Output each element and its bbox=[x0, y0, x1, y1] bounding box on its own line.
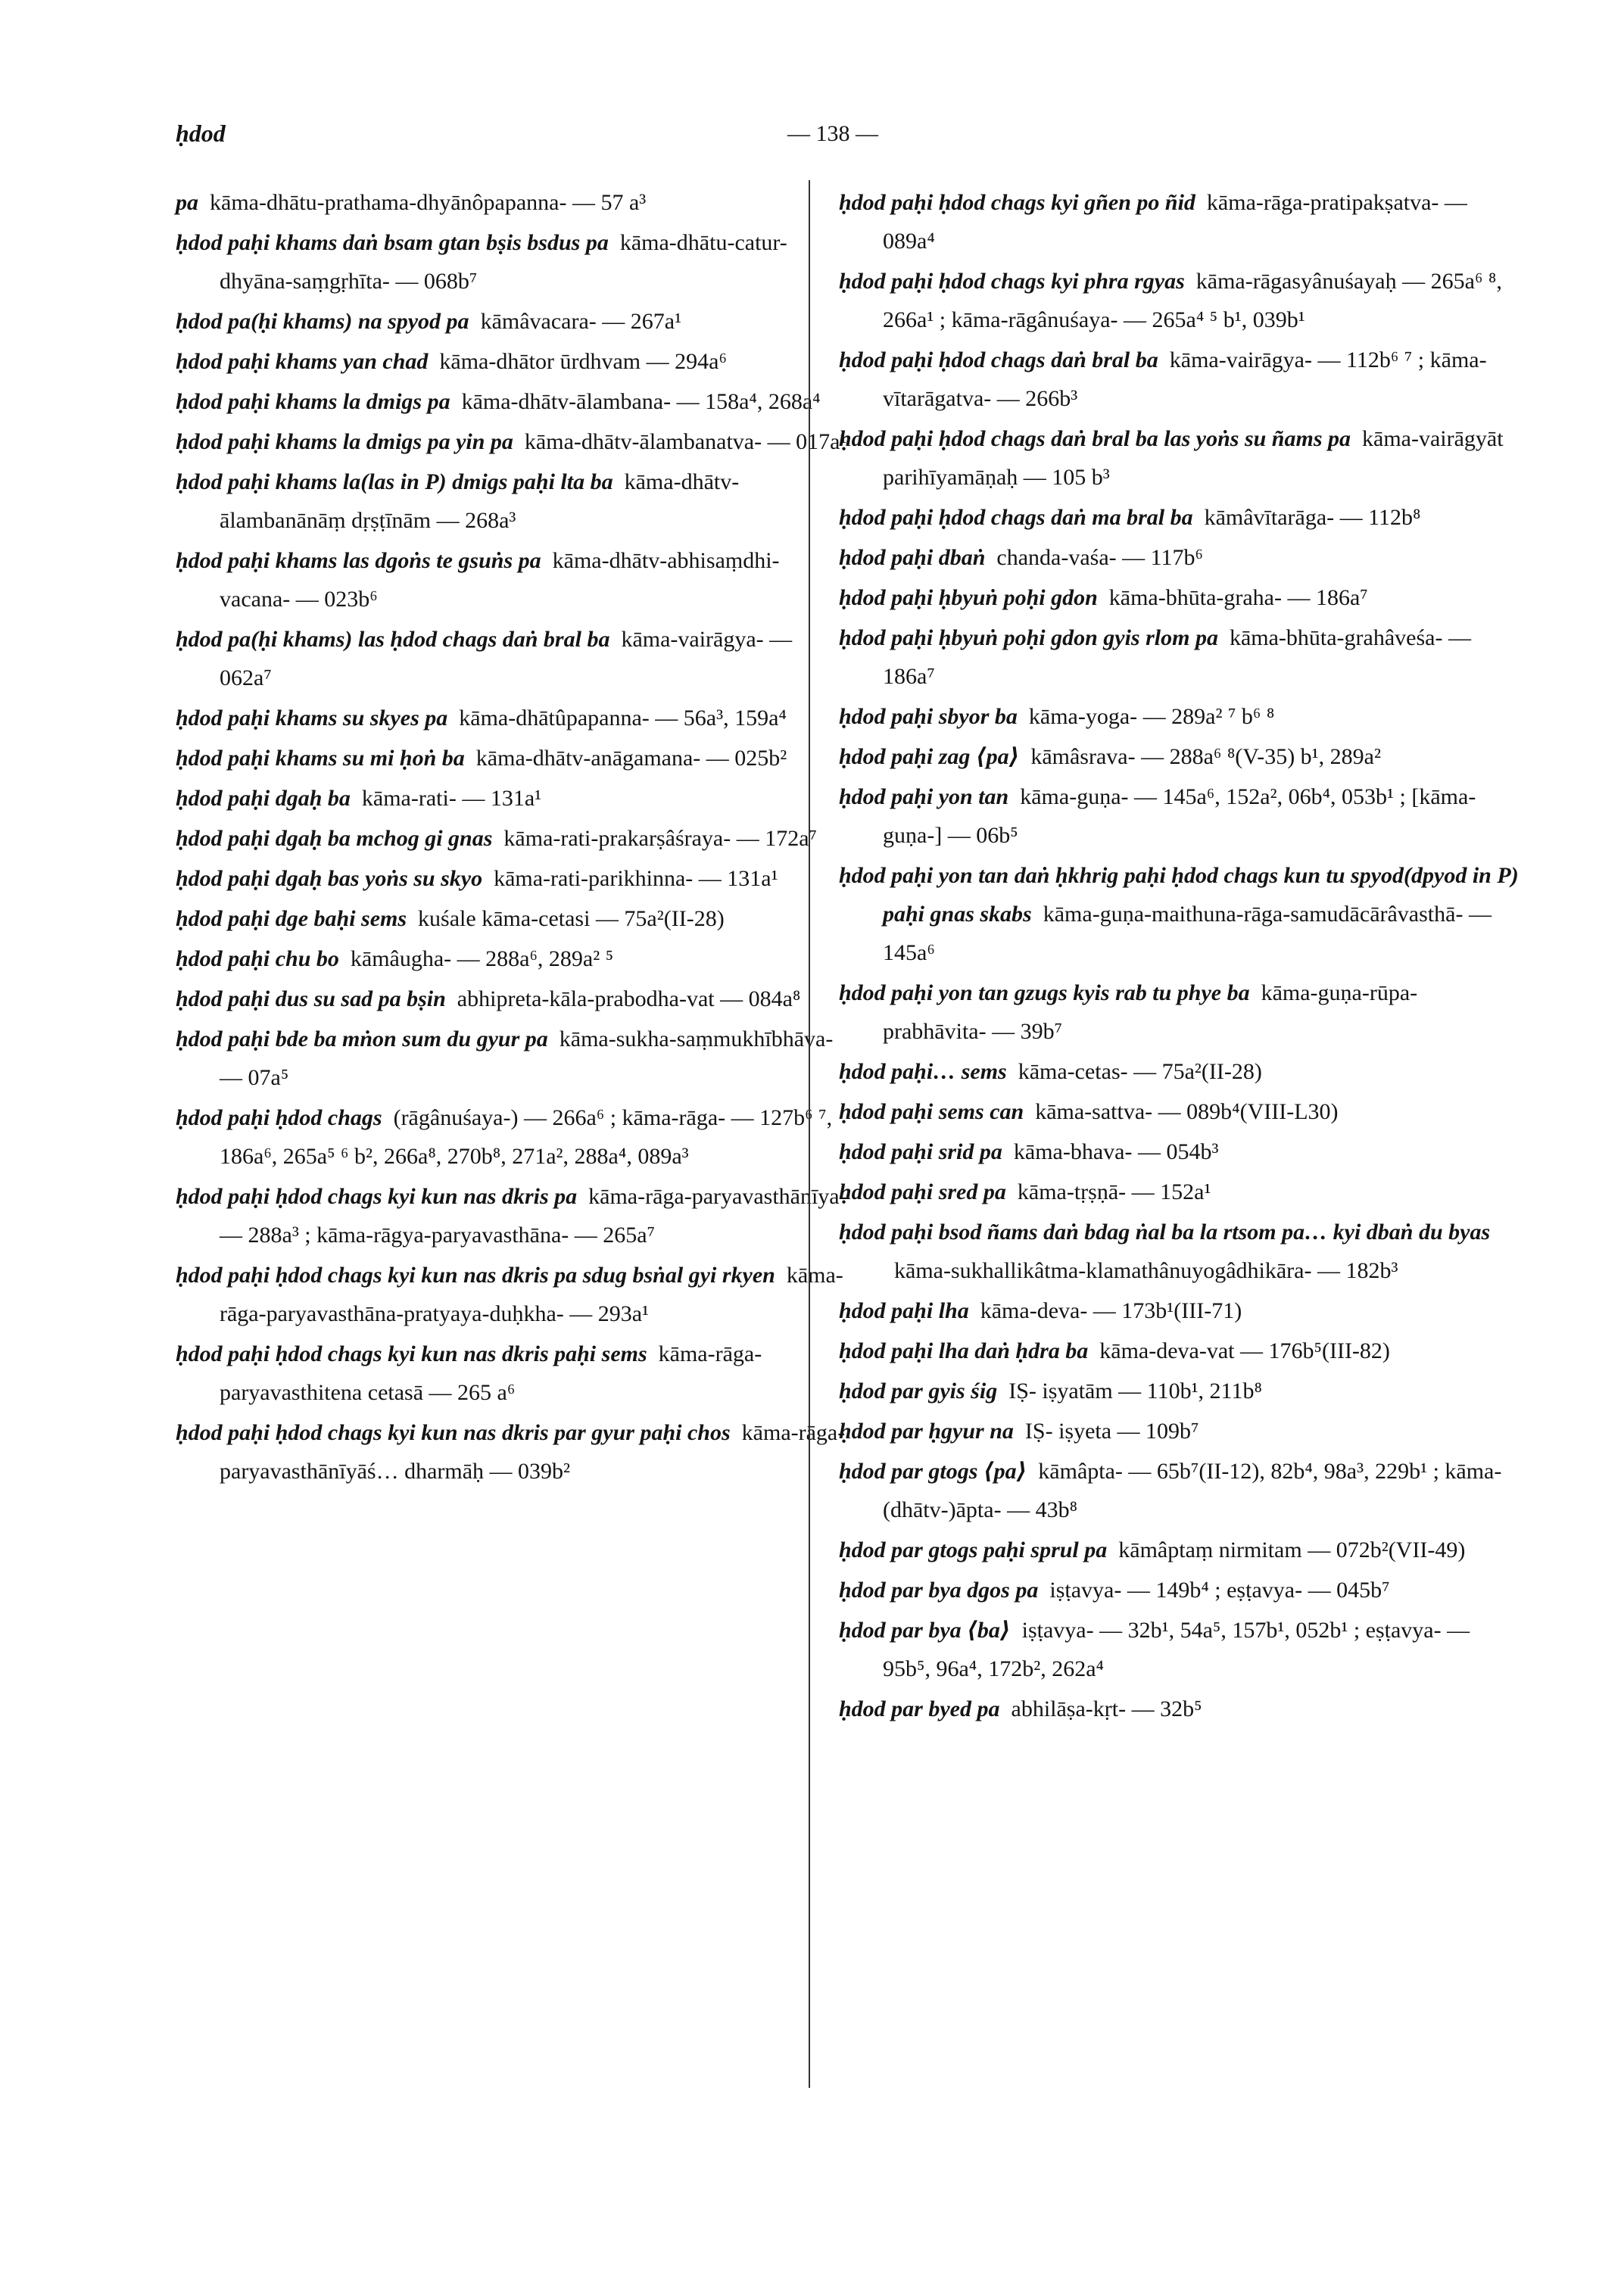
definition: kāma-vairāgya- — 112b⁶ ⁷ ; kāma-vītarāgatva- — 266b³ bbox=[883, 347, 1487, 411]
definition: kāma-deva-vat — 176b⁵(III-82) bbox=[1099, 1338, 1390, 1363]
dictionary-entry bbox=[839, 856, 1520, 972]
definition: kāmâvītarāga- — 112b⁸ bbox=[1204, 505, 1421, 530]
dictionary-entry bbox=[839, 1531, 1520, 1569]
dictionary-entry bbox=[839, 1412, 1520, 1450]
headword: ḥdod paḥi yon tan bbox=[839, 784, 1009, 809]
headword: ḥdod paḥi ḥdod chags kyi phra rgyas bbox=[839, 269, 1185, 294]
definition: kāma-rati- — 131a¹ bbox=[361, 786, 542, 811]
dictionary-entry bbox=[176, 342, 849, 381]
definition: abhilāṣa-kṛt- — 32b⁵ bbox=[1011, 1696, 1202, 1721]
definition: kāmâvacara- — 267a¹ bbox=[480, 309, 682, 334]
dictionary-entry bbox=[839, 697, 1520, 736]
headword: ḥdod paḥi dbaṅ bbox=[839, 545, 986, 570]
headword: ḥdod par ḥgyur na bbox=[839, 1419, 1014, 1444]
headword: ḥdod paḥi khams la dmigs pa bbox=[176, 389, 450, 414]
right-column bbox=[839, 183, 1520, 1730]
headword: ḥdod paḥi ḥdod chags daṅ bral ba las yoṅs su ñams pa bbox=[839, 426, 1351, 451]
definition: kāma-bhava- — 054b³ bbox=[1013, 1139, 1219, 1164]
dictionary-entry bbox=[839, 1452, 1520, 1529]
dictionary-entry bbox=[176, 819, 849, 858]
definition: kuśale kāma-cetasi — 75a²(II-28) bbox=[418, 906, 725, 931]
headword: ḥdod paḥi ḥdod chags kyi kun nas dkris pa sdug bsṅal gyi rkyen bbox=[176, 1263, 775, 1288]
definition: kāma-rāgasyânuśayaḥ — 265a⁶ ⁸, 266a¹ ; kāma-rāgânuśaya- — 265a⁴ ⁵ b¹, 039b¹ bbox=[883, 269, 1502, 332]
definition: kāma-rāga-paryavasthitena cetasā — 265 a⁶ bbox=[220, 1341, 762, 1405]
definition: kāma-dhātu-catur-dhyāna-saṃgṛhīta- — 068b⁷ bbox=[220, 230, 787, 294]
headword: ḥdod paḥi ḥdod chags bbox=[176, 1105, 382, 1130]
headword: ḥdod paḥi ḥdod chags kyi kun nas dkris pa bbox=[176, 1184, 578, 1209]
definition: kāma-dhātûpapanna- — 56a³, 159a⁴ bbox=[459, 706, 787, 731]
dictionary-entry bbox=[839, 1173, 1520, 1211]
definition: kāma-vairāgyāt parihīyamāṇaḥ — 105 b³ bbox=[883, 426, 1504, 490]
headword: ḥdod paḥi khams daṅ bsam gtan bṣis bsdus pa bbox=[176, 230, 609, 255]
definition: kāma-bhūta-grahâveśa- — 186a⁷ bbox=[883, 625, 1471, 689]
dictionary-entry bbox=[176, 980, 849, 1018]
headword: ḥdod paḥi khams su mi ḥoṅ ba bbox=[176, 746, 465, 771]
dictionary-entry bbox=[839, 183, 1520, 260]
dictionary-entry bbox=[176, 1413, 849, 1491]
headword: pa bbox=[176, 190, 198, 215]
definition: kāma-sattva- — 089b⁴(VIII-L30) bbox=[1035, 1099, 1339, 1124]
dictionary-entry bbox=[176, 699, 849, 737]
headword: ḥdod paḥi ḥdod chags kyi kun nas dkris par gyur paḥi chos bbox=[176, 1420, 731, 1445]
headword: ḥdod pa(ḥi khams) las ḥdod chags daṅ bral ba bbox=[176, 627, 610, 652]
dictionary-entry bbox=[839, 1571, 1520, 1609]
definition: kāma-dhātor ūrdhvam — 294a⁶ bbox=[439, 349, 727, 374]
headword: ḥdod paḥi khams su skyes pa bbox=[176, 706, 448, 731]
headword: ḥdod paḥi sred pa bbox=[839, 1179, 1006, 1204]
headword: ḥdod paḥi sems can bbox=[839, 1099, 1024, 1124]
dictionary-entry bbox=[839, 777, 1520, 855]
running-head: ḥdod bbox=[176, 120, 226, 147]
definition: kāmâpta- — 65b⁷(II-12), 82b⁴, 98a³, 229b¹ ; kāma-(dhātv-)āpta- — 43b⁸ bbox=[883, 1459, 1502, 1522]
definition: kāma-dhātv-ālambanānāṃ dṛṣṭīnām — 268a³ bbox=[220, 469, 740, 533]
headword: ḥdod paḥi bsod ñams daṅ bdag ṅal ba la rtsom pa… kyi dbaṅ du byas bbox=[839, 1220, 1491, 1245]
dictionary-entry bbox=[839, 1132, 1520, 1171]
dictionary-entry bbox=[839, 1052, 1520, 1091]
definition: kāma-cetas- — 75a²(II-28) bbox=[1018, 1059, 1262, 1084]
dictionary-entry bbox=[176, 1256, 849, 1333]
headword: ḥdod paḥi lha daṅ ḥdra ba bbox=[839, 1338, 1089, 1363]
headword: ḥdod paḥi dgaḥ ba bbox=[176, 786, 351, 811]
dictionary-entry bbox=[839, 538, 1520, 577]
definition: iṣṭavya- — 149b⁴ ; eṣṭavya- — 045b⁷ bbox=[1049, 1578, 1390, 1603]
definition: kāma-dhātu-prathama-dhyānôpapanna- — 57 a³ bbox=[210, 190, 647, 215]
definition: kāma-rāga-paryavasthāna-pratyaya-duḥkha- — 293a¹ bbox=[220, 1263, 843, 1326]
definition: kāma-guṇa- — 145a⁶, 152a², 06b⁴, 053b¹ ; [kāma-guṇa-] — 06b⁵ bbox=[883, 784, 1476, 848]
dictionary-entry bbox=[839, 419, 1520, 497]
headword: ḥdod paḥi khams las dgoṅs te gsuṅs pa bbox=[176, 548, 541, 573]
definition: kāma-dhātv-ālambana- — 158a⁴, 268a⁴ bbox=[461, 389, 821, 414]
definition: (rāgânuśaya-) — 266a⁶ ; kāma-rāga- — 127b⁶ ⁷, 186a⁶, 265a⁵ ⁶ b², 266a⁸, 270b⁸, 271a², 288a⁴, 089a³ bbox=[220, 1105, 833, 1169]
headword: ḥdod paḥi ḥdod chags daṅ ma bral ba bbox=[839, 505, 1193, 530]
definition: kāmâugha- — 288a⁶, 289a² ⁵ bbox=[350, 946, 614, 971]
definition: kāma-dhātv-ālambanatva- — 017a¹ bbox=[524, 429, 847, 454]
headword: ḥdod paḥi ḥbyuṅ poḥi gdon bbox=[839, 585, 1098, 610]
headword: ḥdod paḥi sbyor ba bbox=[839, 704, 1018, 729]
definition: kāma-guṇa-maithuna-rāga-samudācārâvasthā- — 145a⁶ bbox=[883, 902, 1492, 965]
headword: ḥdod paḥi lha bbox=[839, 1298, 969, 1323]
dictionary-entry bbox=[176, 1335, 849, 1412]
definition: kāma-sukha-saṃmukhībhāva- — 07a⁵ bbox=[220, 1027, 834, 1090]
dictionary-entry bbox=[839, 341, 1520, 418]
dictionary-entry bbox=[176, 463, 849, 540]
dictionary-entry bbox=[839, 1611, 1520, 1688]
definition: kāma-deva- — 173b¹(III-71) bbox=[980, 1298, 1242, 1323]
headword: ḥdod paḥi khams yan chad bbox=[176, 349, 429, 374]
definition: chanda-vaśa- — 117b⁶ bbox=[996, 545, 1203, 570]
left-column bbox=[176, 183, 849, 1492]
headword: ḥdod paḥi khams la(las in P) dmigs paḥi lta ba bbox=[176, 469, 613, 494]
definition: kāma-tṛṣṇā- — 152a¹ bbox=[1017, 1179, 1211, 1204]
definition: kāma-rāga-paryavasthānīya- — 288a³ ; kāma-rāgya-paryavasthāna- — 265a⁷ bbox=[220, 1184, 847, 1248]
headword: ḥdod paḥi ḥdod chags daṅ bral ba bbox=[839, 347, 1158, 372]
headword: ḥdod par gtogs paḥi sprul pa bbox=[839, 1537, 1108, 1562]
dictionary-entry bbox=[176, 1020, 849, 1097]
dictionary-entry bbox=[176, 620, 849, 697]
dictionary-entry bbox=[176, 422, 849, 461]
headword: ḥdod par bya ⟨ba⟩ bbox=[839, 1618, 1011, 1643]
headword: ḥdod paḥi ḥdod chags kyi kun nas dkris paḥi sems bbox=[176, 1341, 647, 1366]
definition: iṣṭavya- — 32b¹, 54a⁵, 157b¹, 052b¹ ; eṣṭavya- — 95b⁵, 96a⁴, 172b², 262a⁴ bbox=[883, 1618, 1470, 1681]
headword: ḥdod paḥi… sems bbox=[839, 1059, 1007, 1084]
dictionary-entry bbox=[176, 541, 849, 618]
dictionary-entry bbox=[839, 1332, 1520, 1370]
dictionary-entry bbox=[839, 578, 1520, 617]
definition: kāmâsrava- — 288a⁶ ⁸(V-35) b¹, 289a² bbox=[1030, 744, 1381, 769]
headword: ḥdod paḥi ḥdod chags kyi gñen po ñid bbox=[839, 190, 1195, 215]
headword: ḥdod paḥi chu bo bbox=[176, 946, 339, 971]
definition: kāma-dhātv-abhisaṃdhi-vacana- — 023b⁶ bbox=[220, 548, 780, 612]
definition: abhipreta-kāla-prabodha-vat — 084a⁸ bbox=[457, 986, 801, 1011]
headword: ḥdod paḥi bde ba mṅon sum du gyur pa bbox=[176, 1027, 548, 1051]
page-number: — 138 — bbox=[787, 121, 878, 146]
headword: ḥdod paḥi yon tan daṅ ḥkhrig paḥi ḥdod chags kun tu spyod(dpyod in P) paḥi gnas skabs bbox=[839, 863, 1519, 927]
dictionary-entry bbox=[176, 779, 849, 818]
definition: kāma-vairāgya- — 062a⁷ bbox=[220, 627, 793, 690]
dictionary-entry bbox=[176, 302, 849, 341]
headword: ḥdod par gyis śig bbox=[839, 1379, 998, 1404]
headword: ḥdod pa(ḥi khams) na spyod pa bbox=[176, 309, 469, 334]
headword: ḥdod paḥi srid pa bbox=[839, 1139, 1002, 1164]
definition: kāma-guṇa-rūpa-prabhāvita- — 39b⁷ bbox=[883, 980, 1418, 1044]
definition: kāma-rāga-pratipakṣatva- — 089a⁴ bbox=[883, 190, 1467, 254]
definition: kāma-sukhallikâtma-klamathânuyogâdhikāra- — 182b³ bbox=[894, 1258, 1398, 1283]
headword: ḥdod par byed pa bbox=[839, 1696, 1000, 1721]
dictionary-entry bbox=[839, 1690, 1520, 1728]
dictionary-entry bbox=[839, 1291, 1520, 1330]
dictionary-entry bbox=[176, 1098, 849, 1176]
dictionary-entry bbox=[176, 223, 849, 301]
headword: ḥdod paḥi yon tan gzugs kyis rab tu phye ba bbox=[839, 980, 1250, 1005]
dictionary-entry bbox=[839, 737, 1520, 776]
dictionary-entry bbox=[176, 939, 849, 978]
dictionary-entry bbox=[176, 382, 849, 421]
dictionary-entry bbox=[839, 1092, 1520, 1131]
dictionary-entry bbox=[176, 1177, 849, 1254]
definition: kāma-bhūta-graha- — 186a⁷ bbox=[1108, 585, 1368, 610]
definition: kāma-yoga- — 289a² ⁷ b⁶ ⁸ bbox=[1028, 704, 1275, 729]
dictionary-entry bbox=[176, 899, 849, 938]
headword: ḥdod par bya dgos pa bbox=[839, 1578, 1039, 1603]
dictionary-entry bbox=[839, 1372, 1520, 1410]
headword: ḥdod paḥi ḥbyuṅ poḥi gdon gyis rlom pa bbox=[839, 625, 1218, 650]
dictionary-entry bbox=[839, 262, 1520, 339]
headword: ḥdod paḥi zag ⟨pa⟩ bbox=[839, 744, 1020, 769]
definition: kāma-rāga-paryavasthānīyāś… dharmāḥ — 039b² bbox=[220, 1420, 846, 1484]
definition: kāma-dhātv-anāgamana- — 025b² bbox=[475, 746, 787, 771]
headword: ḥdod paḥi khams la dmigs pa yin pa bbox=[176, 429, 513, 454]
definition: IṢ- iṣyeta — 109b⁷ bbox=[1024, 1419, 1199, 1444]
headword: ḥdod par gtogs ⟨pa⟩ bbox=[839, 1459, 1027, 1484]
headword: ḥdod paḥi dgaḥ ba mchog gi gnas bbox=[176, 826, 493, 851]
definition: kāmâptaṃ nirmitam — 072b²(VII-49) bbox=[1118, 1537, 1466, 1562]
headword: ḥdod paḥi dgaḥ bas yoṅs su skyo bbox=[176, 866, 483, 891]
dictionary-entry bbox=[176, 739, 849, 777]
dictionary-entry bbox=[839, 498, 1520, 537]
headword: ḥdod paḥi dge baḥi sems bbox=[176, 906, 407, 931]
headword: ḥdod paḥi dus su sad pa bṣin bbox=[176, 986, 446, 1011]
definition: IṢ- iṣyatām — 110b¹, 211b⁸ bbox=[1008, 1379, 1262, 1404]
dictionary-entry bbox=[839, 618, 1520, 696]
dictionary-entry bbox=[839, 974, 1520, 1051]
dictionary-entry bbox=[176, 183, 849, 222]
dictionary-entry bbox=[839, 1213, 1520, 1290]
dictionary-entry bbox=[176, 859, 849, 898]
definition: kāma-rati-parikhinna- — 131a¹ bbox=[494, 866, 778, 891]
column-divider bbox=[809, 180, 810, 2088]
definition: kāma-rati-prakarṣâśraya- — 172a⁷ bbox=[503, 826, 818, 851]
